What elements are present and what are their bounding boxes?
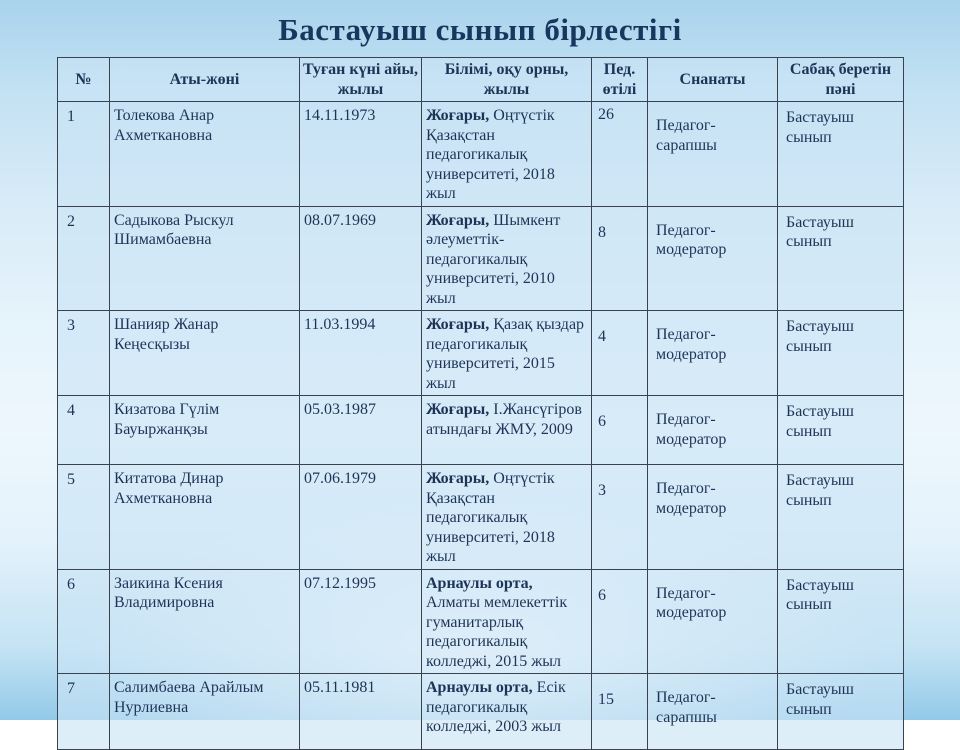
cell-education (422, 102, 592, 207)
column-header-education: Білімі, оқу орны, жылы (422, 58, 592, 102)
cell-experience: 8 (592, 206, 648, 311)
cell-num: 2 (58, 206, 110, 311)
education-level: Жоғары, (426, 107, 490, 125)
table-row (58, 465, 904, 570)
teachers-table (57, 57, 904, 750)
cell-subject: Бастауыш сынып (778, 569, 904, 674)
cell-experience: 15 (592, 674, 648, 750)
cell-name: Заикина Ксения Владимировна (110, 569, 300, 674)
education-level: Жоғары, (426, 316, 490, 334)
education-details: Оңтүстік Қазақстан педагогикалық университеті, 2018 жыл (426, 107, 555, 203)
cell-birth-date: 07.12.1995 (300, 569, 422, 674)
cell-category: Педагог-сарапшы (648, 102, 778, 207)
education-details: Есік педагогикалық колледжі, 2003 жыл (426, 679, 566, 736)
cell-name: Салимбаева Арайлым Нурлиевна (110, 674, 300, 750)
cell-birth-date: 07.06.1979 (300, 465, 422, 570)
table-row (58, 206, 904, 311)
cell-education (422, 206, 592, 311)
cell-subject: Бастауыш сынып (778, 465, 904, 570)
cell-num: 5 (58, 465, 110, 570)
header-row (58, 58, 904, 102)
page-title: Бастауыш сынып бірлестігі (278, 12, 682, 47)
cell-num: 7 (58, 674, 110, 750)
column-header-experience: Пед. өтілі (592, 58, 648, 102)
cell-name: Кизатова Гүлім Бауыржанқзы (110, 396, 300, 465)
education-details: Оңтүстік Қазақстан педагогикалық университеті, 2018 жыл (426, 470, 555, 566)
education-level: Жоғары, (426, 211, 490, 229)
cell-num: 4 (58, 396, 110, 465)
cell-birth-date: 05.03.1987 (300, 396, 422, 465)
cell-subject: Бастауыш сынып (778, 206, 904, 311)
cell-birth-date: 05.11.1981 (300, 674, 422, 750)
cell-category: Педагог-модератор (648, 569, 778, 674)
education-details: Шымкент әлеуметтік-педагогикалық университеті, 2010 жыл (426, 211, 561, 307)
column-header-birth: Туған күні айы, жылы (300, 58, 422, 102)
column-header-category: Снанаты (648, 58, 778, 102)
table-body (58, 102, 904, 750)
cell-name: Китатова Динар Ахметкановна (110, 465, 300, 570)
cell-category: Педагог-модератор (648, 311, 778, 396)
column-header-subject: Сабақ беретін пәні (778, 58, 904, 102)
cell-experience: 26 (592, 102, 648, 207)
table-row (58, 102, 904, 207)
cell-birth-date: 11.03.1994 (300, 311, 422, 396)
education-details: Алматы мемлекеттік гуманитарлық педагогикалық колледжі, 2015 жыл (426, 594, 568, 670)
cell-category: Педагог-сарапшы (648, 674, 778, 750)
cell-experience: 6 (592, 396, 648, 465)
cell-experience: 6 (592, 569, 648, 674)
table-row (58, 311, 904, 396)
column-header-name: Аты-жөні (110, 58, 300, 102)
cell-name: Садыкова Рыскул Шимамбаевна (110, 206, 300, 311)
cell-name: Шанияр Жанар Кеңесқызы (110, 311, 300, 396)
education-level: Арнаулы орта, (426, 574, 533, 592)
cell-education (422, 465, 592, 570)
cell-subject: Бастауыш сынып (778, 674, 904, 750)
cell-education (422, 569, 592, 674)
cell-num: 3 (58, 311, 110, 396)
column-header-num: № (58, 58, 110, 102)
cell-num: 1 (58, 102, 110, 207)
cell-experience: 4 (592, 311, 648, 396)
cell-num: 6 (58, 569, 110, 674)
education-details: І.Жансүгіров атындағы ЖМУ, 2009 (426, 401, 582, 438)
table-row (58, 569, 904, 674)
cell-experience: 3 (592, 465, 648, 570)
education-level: Арнаулы орта, (426, 679, 533, 697)
cell-category: Педагог-модератор (648, 206, 778, 311)
cell-education (422, 396, 592, 465)
cell-education (422, 674, 592, 750)
education-level: Жоғары, (426, 401, 490, 419)
table-row (58, 674, 904, 750)
cell-education (422, 311, 592, 396)
cell-subject: Бастауыш сынып (778, 102, 904, 207)
cell-category: Педагог-модератор (648, 396, 778, 465)
table-row (58, 396, 904, 465)
education-level: Жоғары, (426, 470, 490, 488)
cell-category: Педагог-модератор (648, 465, 778, 570)
cell-birth-date: 14.11.1973 (300, 102, 422, 207)
cell-subject: Бастауыш сынып (778, 396, 904, 465)
education-details: Қазақ қыздар педагогикалық университеті, 2015 жыл (426, 316, 585, 392)
cell-birth-date: 08.07.1969 (300, 206, 422, 311)
cell-subject: Бастауыш сынып (778, 311, 904, 396)
cell-name: Толекова Анар Ахметкановна (110, 102, 300, 207)
